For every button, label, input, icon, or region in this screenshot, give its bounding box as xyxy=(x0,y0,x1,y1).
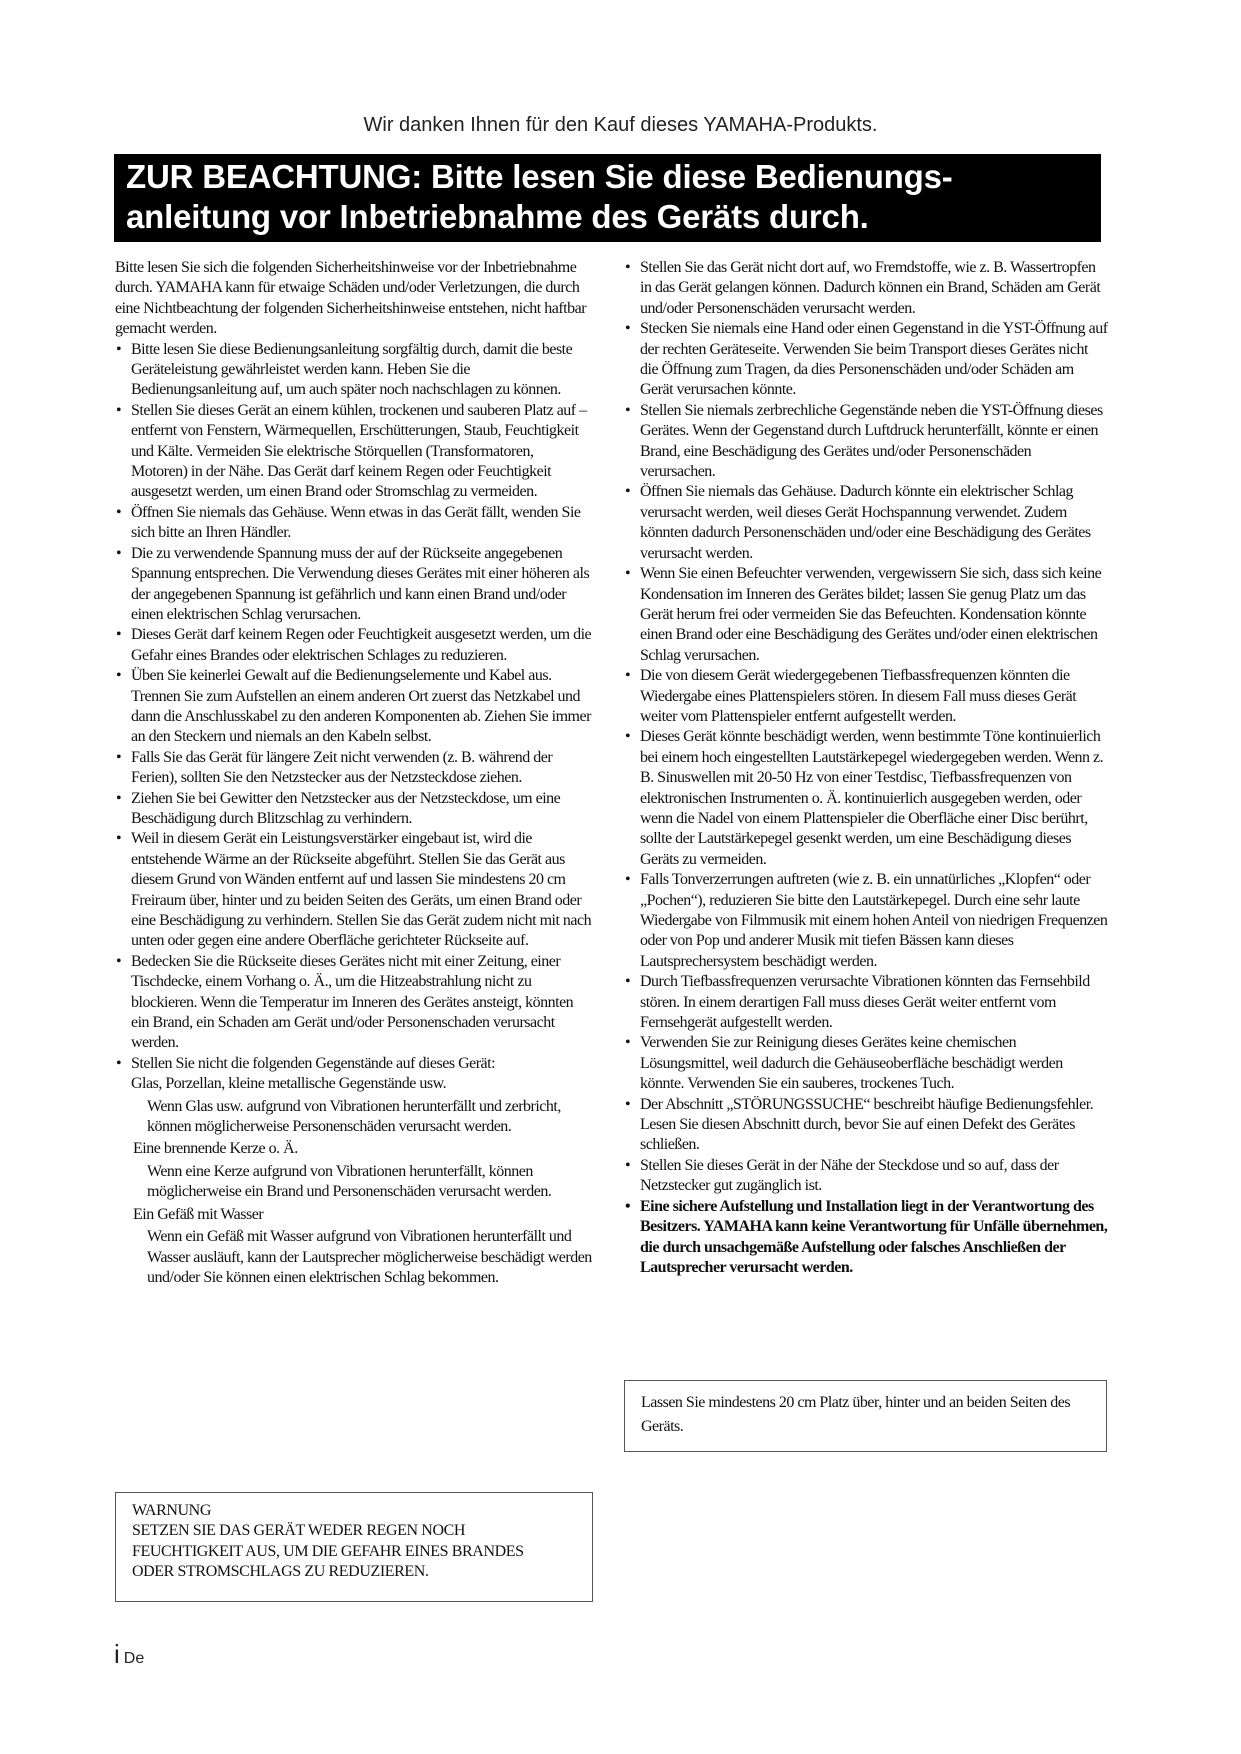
warning-title: WARNUNG xyxy=(132,1502,211,1519)
clearance-note: Lassen Sie mindestens 20 cm Platz über, hinter und an beiden Seiten des Geräts. xyxy=(641,1394,1071,1435)
left-safety-list xyxy=(115,340,593,1075)
language-code: De xyxy=(123,1650,145,1667)
attention-banner xyxy=(114,154,1101,242)
list-item: • Der Abschnitt „STÖRUNGSSUCHE“ beschreibt häufige Bedienungsfehler. Lesen Sie diesen Abschnitt durch, bevor Sie auf einen Defekt des Gerätes schließen. xyxy=(624,1095,1108,1156)
objects-glass-title: Glas, Porzellan, kleine metallische Gegenstände usw. xyxy=(131,1075,447,1093)
water-title: Ein Gefäß mit Wasser xyxy=(133,1205,264,1223)
warning-line: SETZEN SIE DAS GERÄT WEDER REGEN NOCH xyxy=(132,1522,466,1540)
list-item: • Öffnen Sie niemals das Gehäuse. Dadurch könnte ein elektrischer Schlag verursacht werden, weil dieses Gerät Hochspannung verwendet. Zudem könnten dadurch Personenschäden und/oder eine Beschädigung des Gerätes verursacht werden. xyxy=(624,482,1108,564)
list-item: • Die zu verwendende Spannung muss der auf der Rückseite angegebenen Spannung entsprechen. Die Verwendung dieses Gerätes mit einer höheren als der angegebenen Spannung ist gefährlich und kann einen Brand und/oder einen elektrischen Schlag verursachen. xyxy=(115,544,593,626)
list-item: • Wenn Sie einen Befeuchter verwenden, vergewissern Sie sich, dass sich keine Kondensation im Inneren des Gerätes bildet; lassen Sie genug Platz um das Gerät herum frei oder vermeiden Sie das Befeuchten. Kondensation könnte einen Brand oder eine Beschädigung des Gerätes und/oder einen elektrischen Schlag verursachen. xyxy=(624,564,1108,666)
banner-line-2: anleitung vor Inbetriebnahme des Geräts durch. xyxy=(126,198,869,235)
list-item: • Die von diesem Gerät wiedergegebenen Tiefbassfrequenzen könnten die Wiedergabe eines Plattenspielers stören. In diesem Fall muss dieses Gerät weiter vom Plattenspieler entfernt aufgestellt werden. xyxy=(624,666,1108,727)
list-item: • Bitte lesen Sie diese Bedienungsanleitung sorgfältig durch, damit die beste Geräteleistung gewährleistet werden kann. Heben Sie die Bedienungsanleitung auf, um auch später noch nachschlagen zu können. xyxy=(115,340,593,401)
intro-paragraph: Bitte lesen Sie sich die folgenden Sicherheitshinweise vor der Inbetriebnahme durch. YAMAHA kann für etwaige Schäden und/oder Verletzungen, die durch eine Nichtbeachtung der folgenden Sicherheitshinweise entstehen, nicht haftbar gemacht werden. xyxy=(115,259,587,338)
list-item: • Weil in diesem Gerät ein Leistungsverstärker eingebaut ist, wird die entstehende Wärme an der Rückseite abgeführt. Stellen Sie das Gerät aus diesem Grund von Wänden entfernt auf und lassen Sie mindestens 20 cm Freiraum über, hinter und zu beiden Seiten des Geräts, um einen Brand oder eine Beschädigung zu verhindern. Stellen Sie das Gerät zudem nicht mit nach unten oder gegen eine andere Oberfläche gerichteter Rückseite auf. xyxy=(115,829,593,951)
list-item: • Stellen Sie das Gerät nicht dort auf, wo Fremdstoffe, wie z. B. Wassertropfen in das Gerät gelangen können. Dadurch können ein Brand, Schäden am Gerät und/oder Personenschäden verursacht werden. xyxy=(624,258,1108,319)
left-column xyxy=(115,258,593,1288)
list-item: • Verwenden Sie zur Reinigung dieses Gerätes keine chemischen Lösungsmittel, weil dadurch die Gehäuseoberfläche beschädigt werden könnte. Verwenden Sie ein sauberes, trockenes Tuch. xyxy=(624,1033,1108,1094)
list-item: • Dieses Gerät darf keinem Regen oder Feuchtigkeit ausgesetzt werden, um die Gefahr eines Brandes oder elektrischen Schlages zu reduzieren. xyxy=(115,625,593,666)
thanks-line: Wir danken Ihnen für den Kauf dieses YAMAHA-Produkts. xyxy=(363,114,878,136)
list-item: • Stecken Sie niemals eine Hand oder einen Gegenstand in die YST-Öffnung auf der rechten Geräteseite. Verwenden Sie beim Transport dieses Gerätes nicht die Öffnung zum Tragen, da dies Personenschäden und/oder Schäden am Gerät verursachen könnte. xyxy=(624,319,1108,401)
page-number: i xyxy=(114,1639,120,1669)
warning-box xyxy=(115,1492,593,1602)
list-item: • Durch Tiefbassfrequenzen verursachte Vibrationen könnten das Fernsehbild stören. In einem derartigen Fall muss dieses Gerät weiter entfernt vom Fernsehgerät aufgestellt werden. xyxy=(624,972,1108,1033)
warning-line: ODER STROMSCHLAGS ZU REDUZIEREN. xyxy=(132,1563,429,1581)
water-text: Wenn ein Gefäß mit Wasser aufgrund von Vibrationen herunterfällt und Wasser ausläuft, kann der Lautsprecher möglicherweise beschädigt werden und/oder Sie können einen elektrischen Schlag bekommen. xyxy=(147,1228,592,1286)
clearance-note-box xyxy=(624,1380,1107,1452)
candle-text: Wenn eine Kerze aufgrund von Vibrationen herunterfällt, können möglicherweise ein Brand und Personenschäden verursacht werden. xyxy=(147,1162,552,1201)
right-column xyxy=(624,258,1108,1278)
list-item: • Stellen Sie niemals zerbrechliche Gegenstände neben die YST-Öffnung dieses Gerätes. Wenn der Gegenstand durch Luftdruck herunterfällt, könnte er einen Brand, eine Beschädigung des Gerätes und/oder Personenschäden verursachen. xyxy=(624,401,1108,483)
list-item: • Falls Tonverzerrungen auftreten (wie z. B. ein unnatürliches „Klopfen“ oder „Pochen“), reduzieren Sie bitte den Lautstärkepegel. Durch eine sehr laute Wiedergabe von Filmmusik mit einem hohen Anteil von niedrigen Frequenzen oder von Pop und anderer Musik mit tiefen Bässen kann dieses Lautsprechersystem beschädigt werden. xyxy=(624,870,1108,972)
list-item: • Falls Sie das Gerät für längere Zeit nicht verwenden (z. B. während der Ferien), sollten Sie den Netzstecker aus der Netzsteckdose ziehen. xyxy=(115,748,593,789)
banner-line-1: ZUR BEACHTUNG: Bitte lesen Sie diese Bedienungs- xyxy=(126,158,953,195)
list-item: • Stellen Sie dieses Gerät in der Nähe der Steckdose und so auf, dass der Netzstecker gut zugänglich ist. xyxy=(624,1156,1108,1197)
list-item: • Ziehen Sie bei Gewitter den Netzstecker aus der Netzsteckdose, um eine Beschädigung durch Blitzschlag zu verhindern. xyxy=(115,789,593,830)
list-item: • Üben Sie keinerlei Gewalt auf die Bedienungselemente und Kabel aus. Trennen Sie zum Aufstellen an einem anderen Ort zuerst das Netzkabel und dann die Anschlusskabel zu den anderen Komponenten ab. Ziehen Sie immer an den Steckern und niemals an den Kabeln selbst. xyxy=(115,666,593,748)
warning-line: FEUCHTIGKEIT AUS, UM DIE GEFAHR EINES BRANDES xyxy=(132,1542,524,1560)
responsibility-item: • Eine sichere Aufstellung und Installation liegt in der Verantwortung des Besitzers. YAMAHA kann keine Verantwortung für Unfälle übernehmen, die durch unsachgemäße Aufstellung oder falsches Anschließen der Lautsprecher verursacht werden. xyxy=(624,1197,1108,1279)
list-item: • Öffnen Sie niemals das Gehäuse. Wenn etwas in das Gerät fällt, wenden Sie sich bitte an Ihren Händler. xyxy=(115,503,593,544)
glass-text: Wenn Glas usw. aufgrund von Vibrationen herunterfällt und zerbricht, können möglicherweise Personenschäden verursacht werden. xyxy=(147,1097,561,1136)
candle-title: Eine brennende Kerze o. Ä. xyxy=(133,1140,298,1158)
list-item: • Dieses Gerät könnte beschädigt werden, wenn bestimmte Töne kontinuierlich bei einem hoch eingestellten Lautstärkepegel wiedergegeben werden. Wenn z. B. Sinuswellen mit 20-50 Hz von einer Testdisc, Tiefbassfrequenzen von elektronischen Instrumenten o. Ä. kontinuierlich ausgegeben werden, oder wenn die Nadel von einem Plattenspieler die Oberfläche einer Disc berührt, sollte der Lautstärkepegel gesenkt werden, um eine Beschädigung dieses Geräts zu vermeiden. xyxy=(624,727,1108,870)
list-item: • Stellen Sie dieses Gerät an einem kühlen, trockenen und sauberen Platz auf – entfernt von Fenstern, Wärmequellen, Erschütterungen, Staub, Feuchtigkeit und Kälte. Vermeiden Sie elektrische Störquellen (Transformatoren, Motoren) in der Nähe. Das Gerät darf keinem Regen oder Feuchtigkeit ausgesetzt werden, um einen Brand oder Stromschlag zu vermeiden. xyxy=(115,401,593,503)
right-safety-list xyxy=(624,258,1108,1278)
list-item: • Stellen Sie nicht die folgenden Gegenstände auf dieses Gerät: xyxy=(115,1054,593,1074)
page-footer xyxy=(114,1639,144,1670)
list-item: • Bedecken Sie die Rückseite dieses Gerätes nicht mit einer Zeitung, einer Tischdecke, einem Vorhang o. Ä., um die Hitzeabstrahlung nicht zu blockieren. Wenn die Temperatur im Inneren des Gerätes ansteigt, könnten ein Brand, ein Schaden am Gerät und/oder Personenschaden verursacht werden. xyxy=(115,952,593,1054)
